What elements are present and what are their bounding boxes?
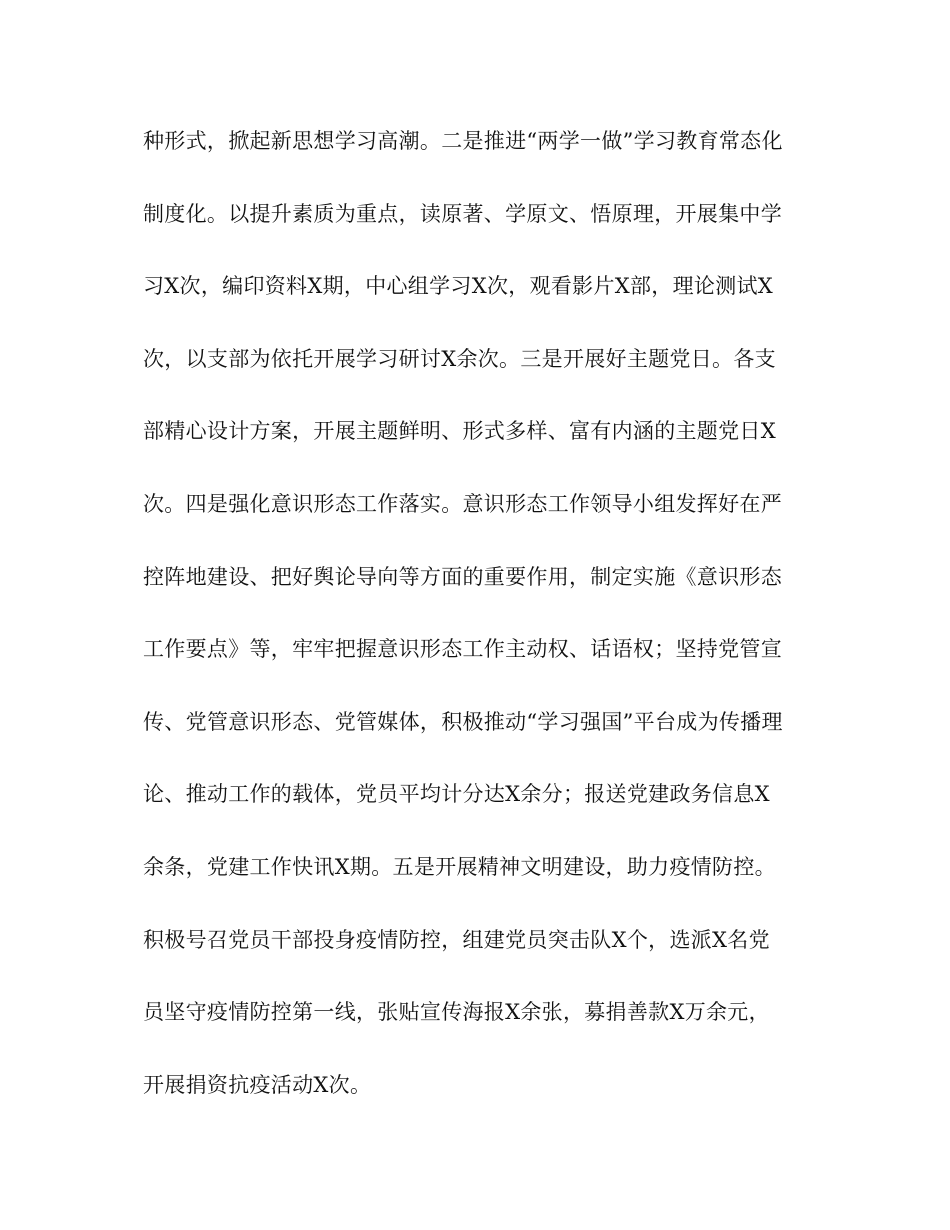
text-line: 部精心设计方案，开展主题鲜明、形式多样、富有内涵的主题党日X — [143, 419, 776, 444]
text-line: 次，以支部为依托开展学习研讨X余次。三是开展好主题党日。各支 — [143, 346, 776, 371]
text-line: 员坚守疫情防控第一线，张贴宣传海报X余张，募捐善款X万余元， — [143, 1000, 770, 1025]
text-line: 控阵地建设、把好舆论导向等方面的重要作用，制定实施《意识形态 — [143, 564, 782, 589]
text-line: 论、推动工作的载体，党员平均计分达X余分；报送党建政务信息X — [143, 782, 770, 807]
text-line: 种形式，掀起新思想学习高潮。二是推进“两学一做”学习教育常态化 — [143, 129, 783, 153]
text-line: 工作要点》等，牢牢把握意识形态工作主动权、话语权；坚持党管宣 — [143, 637, 782, 662]
text-line: 制度化。以提升素质为重点，读原著、学原文、悟原理，开展集中学 — [143, 201, 782, 226]
text-line: 积极号召党员干部投身疫情防控，组建党员突击队X个，选派X名党 — [143, 927, 770, 952]
text-line: 习X次，编印资料X期，中心组学习X次，观看影片X部，理论测试X — [143, 274, 774, 299]
text-line: 次。四是强化意识形态工作落实。意识形态工作领导小组发挥好在严 — [143, 491, 782, 516]
document-body — [143, 116, 823, 1132]
text-line: 传、党管意识形态、党管媒体，积极推动“学习强国”平台成为传播理 — [143, 709, 783, 734]
text-line: 余条，党建工作快讯X期。五是开展精神文明建设，助力疫情防控。 — [143, 854, 776, 879]
text-line: 开展捐资抗疫活动X次。 — [143, 1072, 372, 1097]
